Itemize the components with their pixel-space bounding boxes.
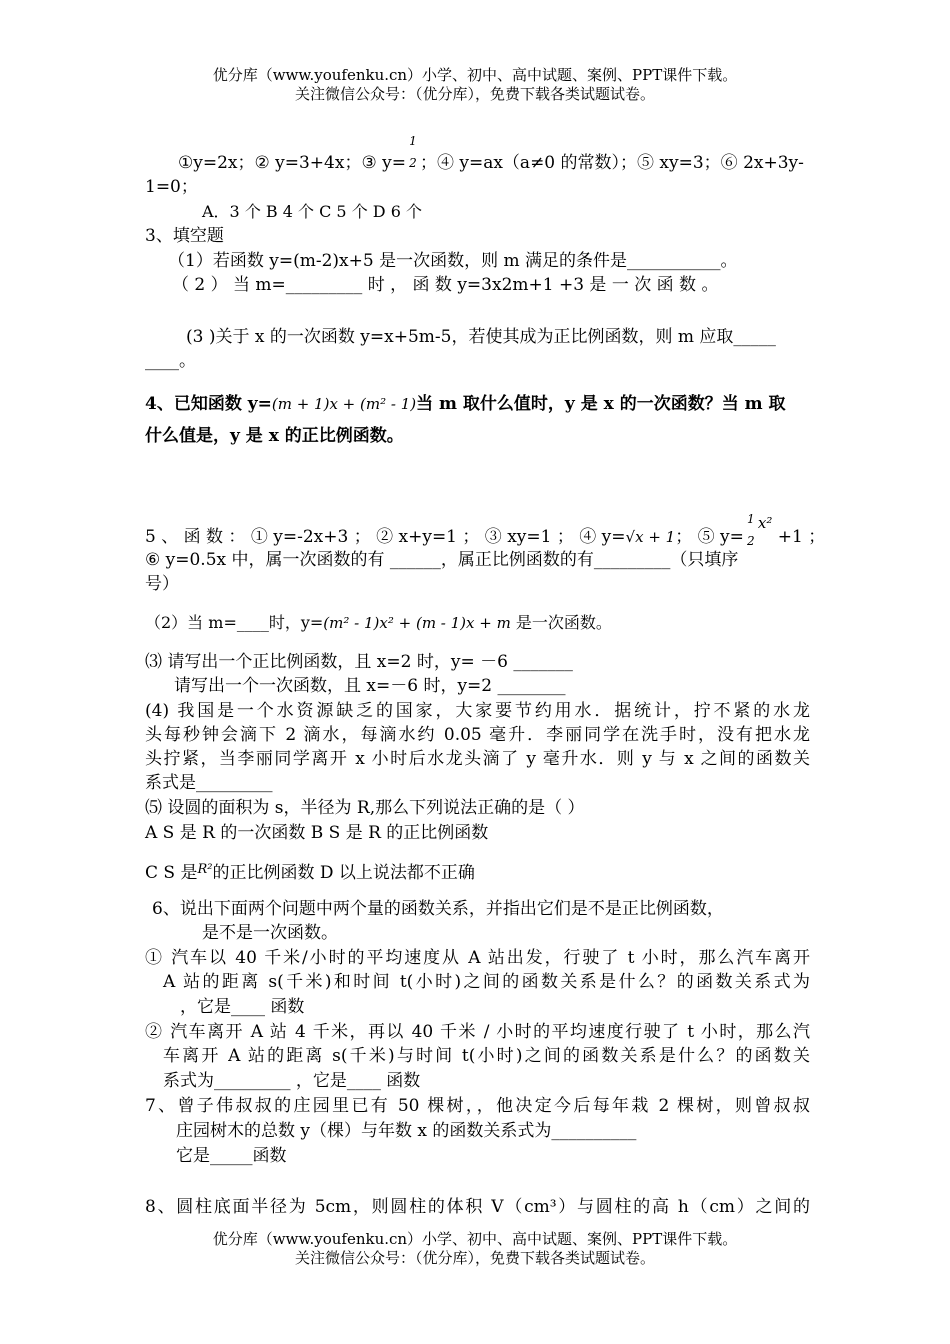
q5-sub3-line1: ⑶ 请写出一个正比例函数，且 x=2 时，y= －6 _______ [145, 652, 573, 672]
q3-sub3-line2: ____。 [145, 351, 196, 371]
fraction-one-half: 1 2 [409, 133, 417, 170]
q7-line1: 7、曾子伟叔叔的庄园里已有 50 棵树，，他决定今后每年栽 2 棵树，则曾叔叔 [145, 1096, 810, 1116]
q4-line2: 什么值是，y 是 x 的正比例函数。 [145, 426, 404, 446]
q7-line3: 它是_____函数 [176, 1146, 287, 1166]
q5-line3: 号） [145, 574, 179, 594]
fraction-one-half: 1 2 [747, 511, 755, 548]
r-squared: R² [197, 862, 213, 877]
q5-sub2: （2）当 m=____时，y=(m² - 1)x² + (m - 1)x + m 是一次函数。 [145, 613, 612, 632]
q3-title: 3、填空题 [145, 226, 224, 246]
q6-item2-line3: 系式为_________ ，它是____ 函数 [163, 1071, 421, 1091]
q7-line2: 庄园树木的总数 y（棵）与年数 x 的函数关系式为__________ [176, 1121, 637, 1141]
q2-items-line2: 1=0； [145, 177, 198, 197]
q5-sub5: ⑸ 设圆的面积为 s，半径为 R,那么下列说法正确的是（ ） [145, 798, 585, 818]
q5-sub5-options-ab: A S 是 R 的一次函数 B S 是 R 的正比例函数 [145, 823, 489, 843]
q2-options: A．3 个 B 4 个 C 5 个 D 6 个 [202, 202, 422, 221]
q5-sub4-line3: 头拧紧，当李丽同学离开 x 小时后水龙头滴了 y 毫升水．则 y 与 x 之间的函数关 [145, 749, 810, 769]
q8-line1: 8、圆柱底面半径为 5cm，则圆柱的体积 V（cm³）与圆柱的高 h（cm）之间的 [145, 1197, 810, 1217]
q2-items-line1: ①y=2x；② y=3+4x；③ y= 1 2 ；④ y=ax（a≠0 的常数）；⑤ xy=3；⑥ 2x+3y- [178, 133, 804, 173]
q5-sub2-formula: (m² - 1)x² + (m - 1)x + m [323, 614, 511, 632]
q5-sub4-line2: 头每秒钟会滴下 2 滴水，每滴水约 0.05 毫升．李丽同学在洗手时，没有把水龙 [145, 725, 811, 745]
q5-sub4-line1: (4) 我国是一个水资源缺乏的国家，大家要节约用水．据统计，拧不紧的水龙 [145, 701, 810, 721]
q5-sqrt-expression: √x + 1 [625, 528, 676, 546]
q5-sub4-line4: 系式是_________ [145, 773, 273, 793]
q5-sub3-line2: 请写出一个一次函数，且 x=－6 时，y=2 ________ [174, 676, 566, 696]
page-header-line2: 关注微信公众号：（优分库），免费下载各类试题试卷。 [294, 85, 655, 103]
q4-formula: (m + 1)x + (m² - 1) [271, 395, 417, 413]
q6-line2: 是不是一次函数。 [202, 923, 338, 943]
q6-item1-line1: ① 汽车以 40 千米/小时的平均速度从 A 站出发，行驶了 t 小时，那么汽车离开 [145, 948, 810, 968]
page-footer-line1: 优分库（www.youfenku.cn）小学、初中、高中试题、案例、PPT课件下载。 [212, 1230, 738, 1248]
q6-item1-line2: A 站的距离 s(千米)和时间 t(小时)之间的函数关系是什么？的函数关系式为 [163, 972, 810, 992]
page-footer-line2: 关注微信公众号：（优分库），免费下载各类试题试卷。 [294, 1249, 655, 1267]
q6-item2-line1: ② 汽车离开 A 站 4 千米，再以 40 千米 / 小时的平均速度行驶了 t 小时，那么汽 [145, 1022, 810, 1042]
q4-line1: 4、已知函数 y=(m + 1)x + (m² - 1)当 m 取什么值时，y 是 x 的一次函数？当 m 取 [145, 394, 786, 414]
q3-sub1: （1）若函数 y=(m-2)x+5 是一次函数，则 m 满足的条件是___________。 [168, 251, 738, 271]
q5-line2: ⑥ y=0.5x 中，属一次函数的有 ______，属正比例函数的有_________（只填序 [145, 550, 739, 570]
q5-sub5-options-cd: C S 是$^{R^2}$的正比例函数 D 以上说法都不正确 [145, 862, 475, 883]
q6-line1: 6、说出下面两个问题中两个量的函数关系，并指出它们是不是正比例函数， [152, 899, 724, 919]
q3-sub3-line1: (3 )关于 x 的一次函数 y=x+5m-5，若使其成为正比例函数，则 m 应取_____ [186, 327, 776, 347]
q3-sub2: （ 2 ） 当 m=_________ 时 ， 函 数 y=3x2m+1 +3 是 一 次 函 数 。 [172, 275, 719, 295]
q6-item2-line2: 车离开 A 站的距离 s(千米)与时间 t(小时)之间的函数关系是什么？的函数关 [163, 1046, 810, 1066]
q6-item1-line3: ，它是____ 函数 [180, 997, 305, 1017]
page-header-line1: 优分库（www.youfenku.cn）小学、初中、高中试题、案例、PPT课件下载。 [212, 66, 738, 84]
q5-line1: 5 、 函 数 ： ① y=-2x+3 ； ② x+y=1 ； ③ xy=1 ； ④ y=√x + 1； ⑤ y= 1 2 x² +1 ； [145, 511, 826, 548]
